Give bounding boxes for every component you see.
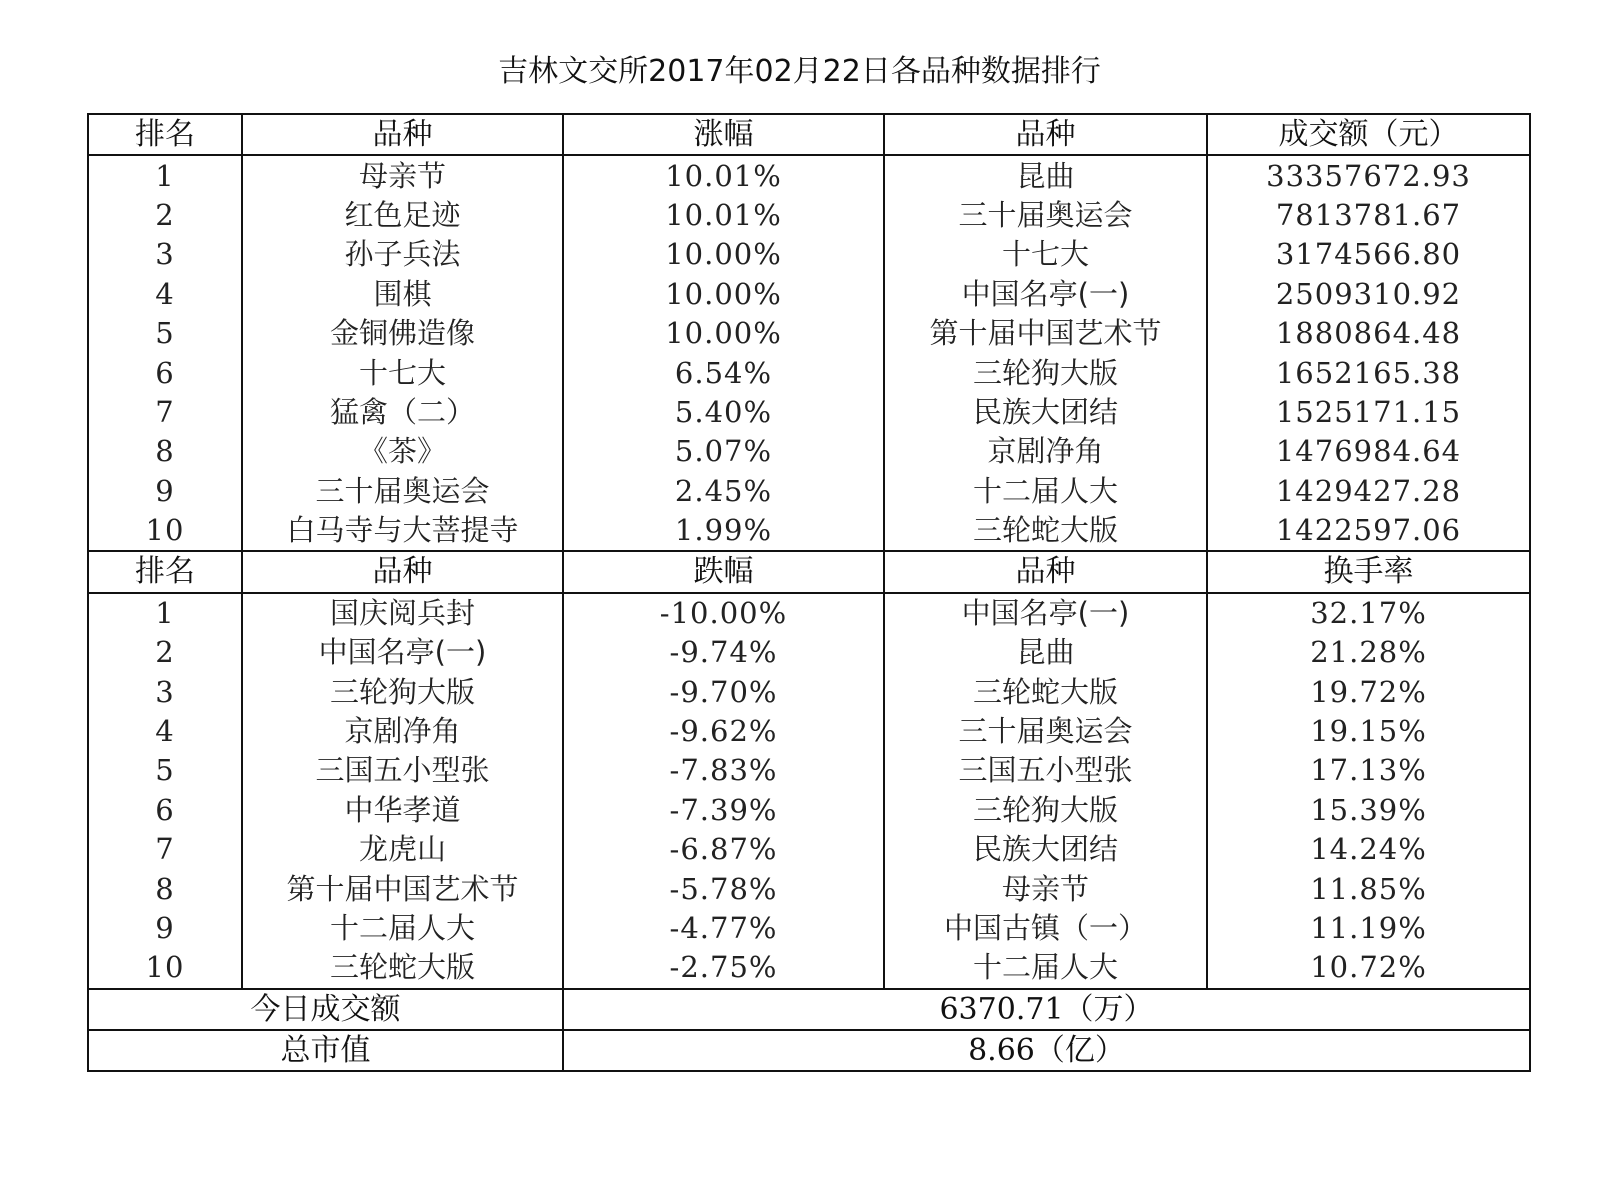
- value-cell: 33357672.93: [1207, 155, 1530, 195]
- item-name-cell: 三轮蛇大版: [884, 672, 1207, 711]
- table-row: [88, 633, 1530, 672]
- item-name-cell: 京剧净角: [242, 712, 563, 751]
- rank-cell: 8: [88, 432, 242, 471]
- item-name-cell: 孙子兵法: [242, 235, 563, 274]
- total-market-cap: [88, 1030, 1530, 1071]
- table-row: [88, 511, 1530, 551]
- item-name-cell: 十七大: [242, 353, 563, 392]
- today-turnover-label: 今日成交额: [88, 989, 563, 1030]
- loss-column-header: 品种: [884, 551, 1207, 592]
- rank-cell: 5: [88, 751, 242, 790]
- table-row: [88, 393, 1530, 432]
- item-name-cell: 十七大: [884, 235, 1207, 274]
- change-pct-cell: -7.39%: [563, 791, 884, 830]
- item-name-cell: 母亲节: [242, 155, 563, 195]
- value-cell: 1880864.48: [1207, 314, 1530, 353]
- item-name-cell: 中国古镇（一）: [884, 909, 1207, 948]
- item-name-cell: 民族大团结: [884, 830, 1207, 869]
- gain-header-row: [88, 114, 1530, 155]
- gain-column-header: 涨幅: [563, 114, 884, 155]
- change-pct-cell: -5.78%: [563, 869, 884, 908]
- loss-column-header: 换手率: [1207, 551, 1530, 592]
- loss-column-header: 排名: [88, 551, 242, 592]
- value-cell: 1525171.15: [1207, 393, 1530, 432]
- table-row: [88, 235, 1530, 274]
- item-name-cell: 红色足迹: [242, 196, 563, 235]
- value-cell: 15.39%: [1207, 791, 1530, 830]
- item-name-cell: 三轮蛇大版: [884, 511, 1207, 551]
- change-pct-cell: -9.70%: [563, 672, 884, 711]
- loss-column-header: 跌幅: [563, 551, 884, 592]
- change-pct-cell: -9.62%: [563, 712, 884, 751]
- value-cell: 17.13%: [1207, 751, 1530, 790]
- value-cell: 1422597.06: [1207, 511, 1530, 551]
- change-pct-cell: 10.00%: [563, 235, 884, 274]
- rank-cell: 7: [88, 830, 242, 869]
- page-title: 吉林文交所2017年02月22日各品种数据排行: [498, 54, 1101, 89]
- change-pct-cell: 6.54%: [563, 353, 884, 392]
- value-cell: 14.24%: [1207, 830, 1530, 869]
- item-name-cell: 三轮狗大版: [884, 791, 1207, 830]
- item-name-cell: 母亲节: [884, 869, 1207, 908]
- table-row: [88, 672, 1530, 711]
- rank-cell: 3: [88, 672, 242, 711]
- rank-cell: 1: [88, 593, 242, 633]
- ranking-table: [87, 113, 1529, 1083]
- loss-column-header: 品种: [242, 551, 563, 592]
- item-name-cell: 十二届人大: [242, 909, 563, 948]
- change-pct-cell: 10.00%: [563, 275, 884, 314]
- table-row: [88, 196, 1530, 235]
- change-pct-cell: -9.74%: [563, 633, 884, 672]
- item-name-cell: 三国五小型张: [884, 751, 1207, 790]
- item-name-cell: 白马寺与大菩提寺: [242, 511, 563, 551]
- rank-cell: 2: [88, 196, 242, 235]
- change-pct-cell: 10.01%: [563, 196, 884, 235]
- table-row: [88, 275, 1530, 314]
- value-cell: 32.17%: [1207, 593, 1530, 633]
- gain-column-header: 成交额（元）: [1207, 114, 1530, 155]
- loss-header-row: [88, 551, 1530, 592]
- value-cell: 21.28%: [1207, 633, 1530, 672]
- rank-cell: 9: [88, 472, 242, 511]
- change-pct-cell: 5.07%: [563, 432, 884, 471]
- item-name-cell: 龙虎山: [242, 830, 563, 869]
- value-cell: 11.85%: [1207, 869, 1530, 908]
- item-name-cell: 三国五小型张: [242, 751, 563, 790]
- value-cell: 11.19%: [1207, 909, 1530, 948]
- rank-cell: 10: [88, 511, 242, 551]
- rank-cell: 1: [88, 155, 242, 195]
- value-cell: 2509310.92: [1207, 275, 1530, 314]
- value-cell: 19.72%: [1207, 672, 1530, 711]
- table-row: [88, 830, 1530, 869]
- item-name-cell: 中国名亭(一): [242, 633, 563, 672]
- item-name-cell: 三十届奥运会: [242, 472, 563, 511]
- item-name-cell: 中华孝道: [242, 791, 563, 830]
- table-row: [88, 593, 1530, 633]
- gain-column-header: 品种: [242, 114, 563, 155]
- table-row: [88, 712, 1530, 751]
- table-row: [88, 869, 1530, 908]
- rank-cell: 10: [88, 948, 242, 988]
- item-name-cell: 三轮蛇大版: [242, 948, 563, 988]
- change-pct-cell: 2.45%: [563, 472, 884, 511]
- item-name-cell: 三轮狗大版: [242, 672, 563, 711]
- change-pct-cell: -6.87%: [563, 830, 884, 869]
- change-pct-cell: -10.00%: [563, 593, 884, 633]
- item-name-cell: 十二届人大: [884, 472, 1207, 511]
- table-row: [88, 353, 1530, 392]
- rank-cell: 9: [88, 909, 242, 948]
- value-cell: 3174566.80: [1207, 235, 1530, 274]
- table-row: [88, 314, 1530, 353]
- table-row: [88, 472, 1530, 511]
- value-cell: 1476984.64: [1207, 432, 1530, 471]
- today-turnover-value: 6370.71（万）: [563, 989, 1530, 1030]
- item-name-cell: 京剧净角: [884, 432, 1207, 471]
- change-pct-cell: 1.99%: [563, 511, 884, 551]
- item-name-cell: 十二届人大: [884, 948, 1207, 988]
- value-cell: 1429427.28: [1207, 472, 1530, 511]
- total-market-cap-value: 8.66（亿）: [563, 1030, 1530, 1071]
- gain-column-header: 品种: [884, 114, 1207, 155]
- table-row: [88, 432, 1530, 471]
- item-name-cell: 三轮狗大版: [884, 353, 1207, 392]
- change-pct-cell: -7.83%: [563, 751, 884, 790]
- rank-cell: 2: [88, 633, 242, 672]
- gain-column-header: 排名: [88, 114, 242, 155]
- item-name-cell: 三十届奥运会: [884, 712, 1207, 751]
- rank-cell: 3: [88, 235, 242, 274]
- item-name-cell: 金铜佛造像: [242, 314, 563, 353]
- change-pct-cell: -2.75%: [563, 948, 884, 988]
- item-name-cell: 围棋: [242, 275, 563, 314]
- item-name-cell: 第十届中国艺术节: [242, 869, 563, 908]
- table-row: [88, 948, 1530, 988]
- rank-cell: 6: [88, 791, 242, 830]
- table-row: [88, 155, 1530, 195]
- item-name-cell: 《茶》: [242, 432, 563, 471]
- value-cell: 1652165.38: [1207, 353, 1530, 392]
- item-name-cell: 三十届奥运会: [884, 196, 1207, 235]
- change-pct-cell: 10.01%: [563, 155, 884, 195]
- change-pct-cell: 5.40%: [563, 393, 884, 432]
- rank-cell: 8: [88, 869, 242, 908]
- item-name-cell: 猛禽（二）: [242, 393, 563, 432]
- item-name-cell: 国庆阅兵封: [242, 593, 563, 633]
- value-cell: 7813781.67: [1207, 196, 1530, 235]
- value-cell: 19.15%: [1207, 712, 1530, 751]
- item-name-cell: 第十届中国艺术节: [884, 314, 1207, 353]
- rank-cell: 5: [88, 314, 242, 353]
- rank-cell: 4: [88, 275, 242, 314]
- value-cell: 10.72%: [1207, 948, 1530, 988]
- rank-cell: 7: [88, 393, 242, 432]
- table-row: [88, 751, 1530, 790]
- today-turnover: [88, 989, 1530, 1030]
- item-name-cell: 昆曲: [884, 155, 1207, 195]
- item-name-cell: 昆曲: [884, 633, 1207, 672]
- table-row: [88, 909, 1530, 948]
- item-name-cell: 中国名亭(一): [884, 593, 1207, 633]
- change-pct-cell: -4.77%: [563, 909, 884, 948]
- rank-cell: 6: [88, 353, 242, 392]
- total-market-cap-label: 总市值: [88, 1030, 563, 1071]
- rank-cell: 4: [88, 712, 242, 751]
- change-pct-cell: 10.00%: [563, 314, 884, 353]
- item-name-cell: 民族大团结: [884, 393, 1207, 432]
- item-name-cell: 中国名亭(一): [884, 275, 1207, 314]
- table-row: [88, 791, 1530, 830]
